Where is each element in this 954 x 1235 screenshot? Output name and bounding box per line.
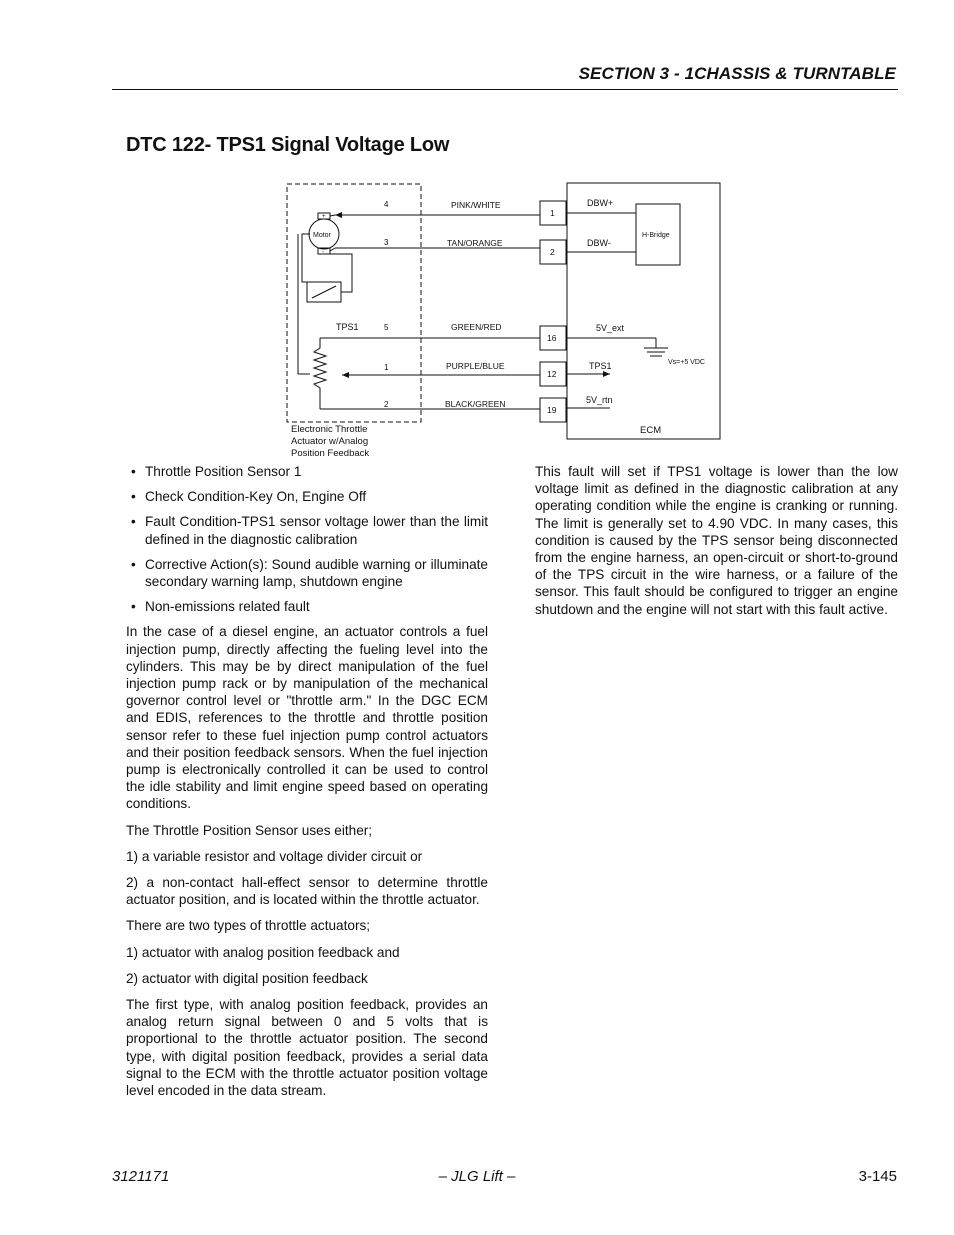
body-paragraph: The first type, with analog position feedback, provides an analog return signal between 0 and 5 volts that is proportional to the throttle actuator position. The second type, with digital position feedback, provides a serial data signal to the ECM with the throttle actuator position voltage level encoded in the data stream. xyxy=(126,997,488,1099)
ecm-pin-number: 2 xyxy=(550,247,555,257)
header-rule xyxy=(112,89,898,90)
list-item-text: Fault Condition-TPS1 sensor voltage lower than the limit defined in the diagnostic calibration xyxy=(145,514,488,547)
body-paragraph: This fault will set if TPS1 voltage is lower than the low voltage limit as defined in the diagnostic calibration at any operating condition while the engine is cranking or running. The limit is generally set to 4.90 VDC. In many cases, this condition is caused by the TPS sensor being disconnected from the engine harness, an open-circuit or short-to-ground of the TPS circuit in the wire harness, or a failure of the sensor. This fault should be configured to trigger an engine shutdown and the engine will not start with this fault active. xyxy=(535,464,898,617)
wire-color-label: PURPLE/BLUE xyxy=(446,361,505,371)
list-item: • Non-emissions related fault xyxy=(131,599,310,615)
wire-color-label: TAN/ORANGE xyxy=(447,238,503,248)
vs-label: Vs=+5 VDC xyxy=(668,359,705,366)
motor-minus: - xyxy=(322,249,324,255)
section-title: SECTION 3 - 1CHASSIS & TURNTABLE xyxy=(578,64,896,83)
body-paragraph: 2) actuator with digital position feedback xyxy=(126,970,368,986)
ecm-signal-label: 5V_rtn xyxy=(586,395,613,405)
ecm-pin-number: 12 xyxy=(547,369,557,379)
body-paragraph: 2) a non-contact hall-effect sensor to determine throttle actuator position, and is located within the throttle actuator. xyxy=(126,875,488,908)
doc-number: 3121171 xyxy=(112,1168,170,1185)
footer-brand: – JLG Lift – xyxy=(438,1168,516,1185)
list-item-text: Corrective Action(s): Sound audible warning or illuminate secondary warning lamp, shutdown engine xyxy=(145,556,488,590)
list-item: • Fault Condition-TPS1 sensor voltage lower than the limit defined in the diagnostic calibration xyxy=(131,514,488,547)
fault-bullet-list xyxy=(126,463,488,615)
pin-number: 5 xyxy=(384,323,389,332)
wiring-diagram xyxy=(280,178,725,460)
pin-number: 1 xyxy=(384,363,389,372)
ecm-signal-label: 5V_ext xyxy=(596,323,625,333)
actuator-box xyxy=(287,184,421,422)
wire-color-label: GREEN/RED xyxy=(451,322,502,332)
list-item-text: Non-emissions related fault xyxy=(145,599,310,615)
body-paragraph: There are two types of throttle actuators; xyxy=(126,918,371,934)
right-column xyxy=(535,463,898,627)
motor-label: Motor xyxy=(313,232,331,239)
motor-plus: + xyxy=(322,214,326,220)
pin-number: 4 xyxy=(384,200,389,209)
body-paragraph: In the case of a diesel engine, an actuator controls a fuel injection pump, directly affecting the fueling level into the cylinders. This may be by direct manipulation of the fuel injection pump rack or by manipulation of the mechanical governor control level or "throttle arm." In the DGC ECM and EDIS, references to the throttle and throttle position sensor refer to these fuel injection pump control actuators and their position feedback sensors. When the fuel injection pump is electronically controlled it can be used to control the idle stability and limit engine speed based on operating conditions. xyxy=(126,624,488,812)
list-item-text: Throttle Position Sensor 1 xyxy=(145,464,302,479)
ecm-pin-number: 16 xyxy=(547,333,557,343)
ecm-signal-label: DBW- xyxy=(587,238,611,248)
tps1-sensor-label: TPS1 xyxy=(336,322,359,332)
pin-number: 3 xyxy=(384,238,389,247)
list-item: • Throttle Position Sensor 1 xyxy=(131,464,302,479)
actuator-label-line: Actuator w/Analog xyxy=(291,436,369,447)
hbridge-label: H-Bridge xyxy=(642,232,670,239)
wire-color-label: BLACK/GREEN xyxy=(445,399,506,409)
wire-color-label: PINK/WHITE xyxy=(451,200,501,210)
ecm-label: ECM xyxy=(640,425,662,436)
list-item: • Corrective Action(s): Sound audible warning or illuminate secondary warning lamp, shutdown engine xyxy=(131,556,488,590)
ecm-signal-label: TPS1 xyxy=(589,361,612,371)
page-title: DTC 122- TPS1 Signal Voltage Low xyxy=(126,134,450,156)
ecm-pin-number: 19 xyxy=(547,405,557,415)
ecm-signal-label: DBW+ xyxy=(587,198,614,208)
left-column xyxy=(126,463,488,1108)
body-paragraph: The Throttle Position Sensor uses either; xyxy=(126,822,373,838)
body-paragraph: 1) actuator with analog position feedback and xyxy=(126,944,400,960)
body-paragraph: 1) a variable resistor and voltage divider circuit or xyxy=(126,848,423,864)
list-item-text: Check Condition-Key On, Engine Off xyxy=(145,489,367,505)
page-number: 3-145 xyxy=(858,1168,897,1185)
actuator-label-line: Electronic Throttle xyxy=(291,424,368,435)
ecm-pin-number: 1 xyxy=(550,208,555,218)
list-item: • Check Condition-Key On, Engine Off xyxy=(131,489,367,505)
actuator-label-line: Position Feedback xyxy=(291,448,370,459)
pin-number: 2 xyxy=(384,400,389,409)
